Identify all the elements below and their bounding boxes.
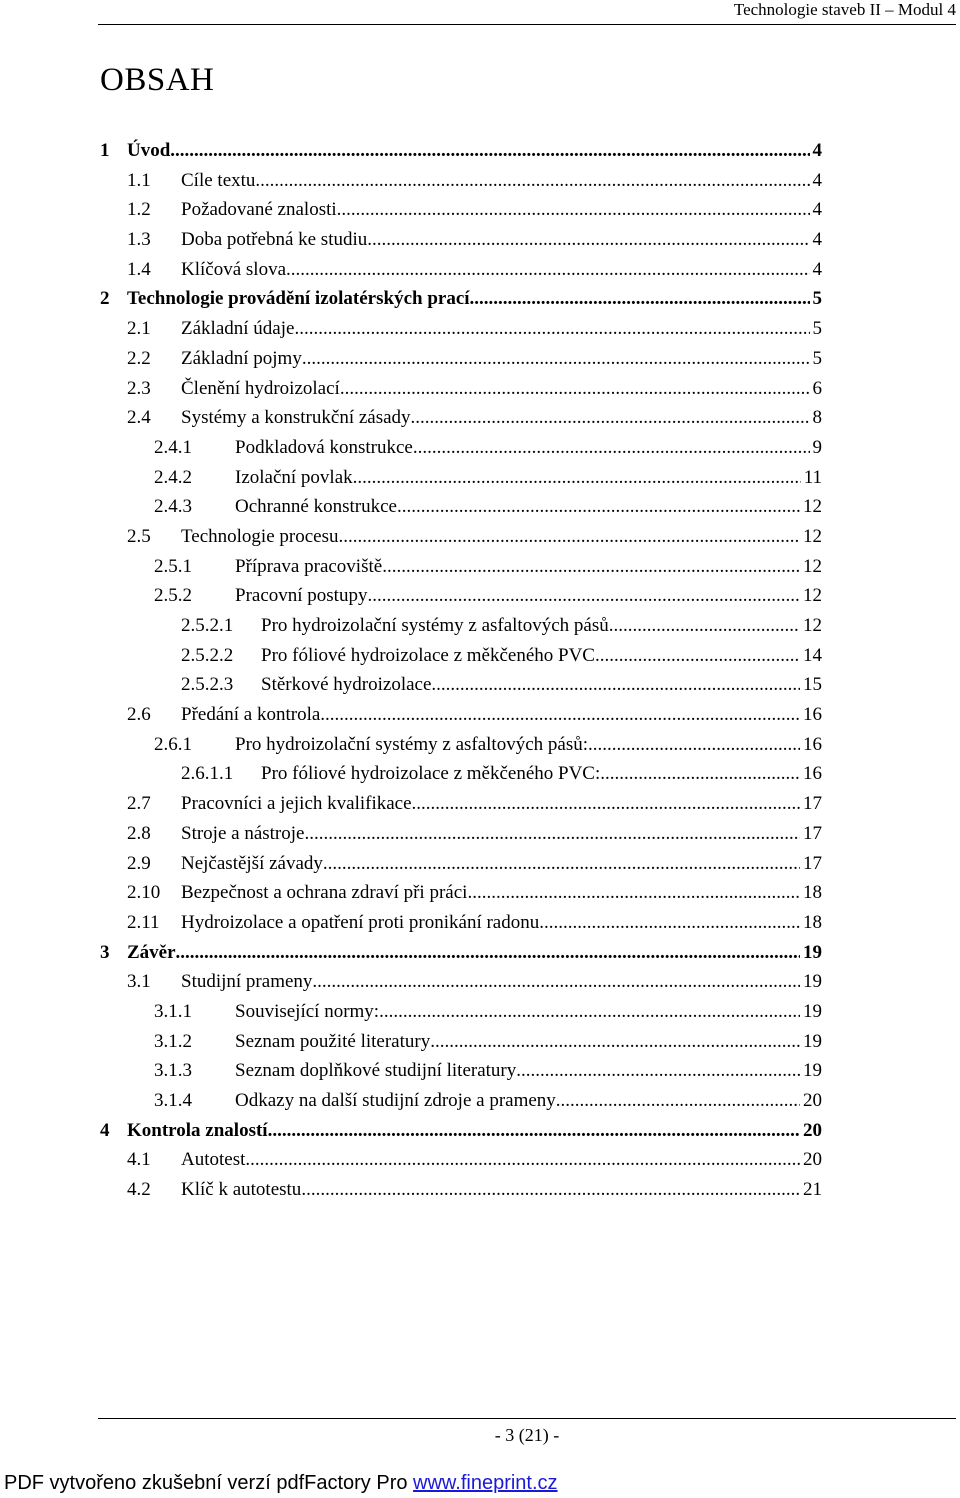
dot-leader [539, 908, 800, 938]
toc-entry-page: 12 [803, 496, 822, 518]
toc-entry-leader [181, 967, 800, 997]
dot-leader [286, 255, 809, 285]
toc-entry-title: Klíčová slova [181, 258, 287, 280]
toc-entry-leader [261, 759, 800, 789]
dot-leader [600, 759, 800, 789]
toc-entry[interactable] [0, 611, 960, 641]
toc-entry-leader [181, 195, 810, 225]
toc-entry-leader [181, 878, 800, 908]
toc-entry-leader [181, 819, 800, 849]
toc-entry-number: 2.5 [127, 525, 151, 547]
toc-entry[interactable] [0, 670, 960, 700]
toc-entry-page: 17 [803, 822, 822, 844]
toc-entry-title: Cíle textu [181, 169, 256, 191]
toc-entry-page: 18 [803, 911, 822, 933]
toc-entry-leader [235, 997, 800, 1027]
toc-entry[interactable] [0, 1056, 960, 1086]
dot-leader [340, 374, 810, 404]
toc-entry-leader [127, 136, 810, 166]
dot-leader [470, 284, 810, 314]
dot-leader [595, 641, 800, 671]
toc-entry-page: 16 [803, 733, 822, 755]
toc-entry-number: 4 [100, 1119, 110, 1141]
toc-entry-number: 3.1.2 [154, 1030, 192, 1052]
toc-entry-leader [127, 284, 810, 314]
toc-entry-page: 12 [803, 525, 822, 547]
dot-leader [320, 700, 800, 730]
toc-entry-number: 2.6 [127, 704, 151, 726]
toc-entry-title: Závěr [127, 941, 176, 963]
toc-entry[interactable] [0, 849, 960, 879]
toc-entry-number: 3.1.1 [154, 1000, 192, 1022]
toc-entry-leader [181, 225, 810, 255]
toc-entry-title: Úvod [127, 140, 171, 161]
toc-entry-page: 5 [812, 288, 822, 310]
dot-leader [245, 1145, 800, 1175]
toc-entry[interactable] [0, 789, 960, 819]
dot-leader [338, 522, 800, 552]
toc-entry-title: Předání a kontrola [181, 704, 321, 726]
banner-text: PDF vytvořeno zkušební verzí pdfFactory Pro [4, 1472, 414, 1494]
toc-entry-page: 11 [803, 466, 822, 488]
toc-entry-leader [235, 433, 810, 463]
page-number: - 3 (21) - [494, 1425, 560, 1445]
dot-leader [301, 1175, 800, 1205]
toc-entry-number: 1.4 [127, 258, 151, 280]
page-title: OBSAH [100, 62, 215, 98]
toc-entry[interactable] [0, 581, 960, 611]
toc-entry-leader [181, 314, 810, 344]
toc-entry-number: 1.1 [127, 169, 151, 191]
toc-entry-page: 5 [812, 347, 822, 369]
toc-entry-leader [181, 166, 810, 196]
toc-entry-number: 2.5.2.1 [181, 615, 234, 636]
toc-entry[interactable] [0, 522, 960, 552]
dot-leader [367, 581, 800, 611]
toc-entry-title: Bezpečnost a ochrana zdraví při práci [181, 882, 468, 904]
toc-entry[interactable] [0, 730, 960, 760]
toc-entry-number: 2.1 [127, 318, 151, 340]
toc-entry-number: 2.6.1 [154, 733, 192, 755]
toc-entry-number: 1 [100, 140, 110, 161]
toc-entry[interactable] [0, 344, 960, 374]
pdf-banner [0, 1470, 960, 1498]
toc-entry[interactable] [0, 819, 960, 849]
toc-entry-leader [181, 374, 810, 404]
toc-entry-title: Pro hydroizolační systémy z asfaltových pásů: [235, 733, 589, 755]
toc-entry-number: 1.2 [127, 199, 151, 221]
toc-entry-number: 1.3 [127, 229, 151, 251]
toc-entry-number: 2.9 [127, 852, 151, 874]
toc-entry-title: Ochranné konstrukce [235, 496, 397, 518]
toc-entry-page: 12 [803, 555, 822, 577]
toc-entry-leader [181, 1145, 800, 1175]
toc-entry-page: 20 [803, 1149, 822, 1171]
dot-leader [367, 225, 809, 255]
toc-entry-title: Stroje a nástroje [181, 822, 305, 844]
toc-entry[interactable] [0, 284, 960, 314]
toc-entry-title: Pracovníci a jejich kvalifikace [181, 793, 412, 815]
header-title: Technologie staveb II – Modul 4 [733, 0, 956, 19]
toc-entry-number: 2.2 [127, 347, 151, 369]
toc-entry-number: 2.5.2.3 [181, 674, 234, 696]
toc-entry-leader [181, 403, 810, 433]
toc-entry-page: 16 [803, 704, 822, 726]
toc-entry-page: 6 [812, 377, 822, 399]
toc-entry-page: 4 [812, 140, 822, 161]
toc-entry-leader [181, 1175, 800, 1205]
toc-entry-number: 3 [100, 941, 110, 963]
dot-leader [176, 938, 800, 968]
dot-leader [379, 997, 800, 1027]
toc-entry-title: Seznam doplňkové studijní literatury [235, 1060, 517, 1082]
toc-entry[interactable] [0, 641, 960, 671]
dot-leader [312, 967, 800, 997]
dot-leader [268, 1116, 800, 1146]
toc-entry-title: Pro fóliové hydroizolace z měkčeného PVC: [261, 763, 601, 785]
toc-entry-leader [235, 1027, 800, 1057]
toc-entry-page: 19 [803, 1030, 822, 1052]
toc-entry-title: Pracovní postupy [235, 585, 368, 607]
toc-entry-leader [181, 255, 810, 285]
toc-entry-title: Systémy a konstrukční zásady [181, 407, 411, 429]
toc-entry-number: 2 [100, 288, 110, 310]
toc-entry-page: 19 [803, 941, 822, 963]
toc-entry[interactable] [0, 255, 960, 285]
toc-entry-leader [181, 908, 800, 938]
dot-leader [431, 670, 800, 700]
toc-entry-page: 9 [812, 436, 822, 458]
toc-entry-title: Základní údaje [181, 318, 295, 340]
table-of-contents [0, 136, 960, 1205]
toc-entry-title: Nejčastější závady [181, 852, 323, 874]
toc-entry-title: Doba potřebná ke studiu [181, 229, 368, 251]
toc-entry[interactable] [0, 552, 960, 582]
toc-entry-number: 2.11 [127, 911, 160, 933]
toc-entry-leader [181, 344, 810, 374]
toc-entry-number: 4.1 [127, 1149, 151, 1171]
toc-entry[interactable] [0, 938, 960, 968]
dot-leader [304, 819, 800, 849]
dot-leader [412, 789, 800, 819]
dot-leader [323, 849, 800, 879]
dot-leader [411, 403, 810, 433]
toc-entry[interactable] [0, 136, 960, 166]
toc-entry-page: 19 [803, 1060, 822, 1082]
toc-entry-number: 2.5.2 [154, 585, 192, 607]
toc-entry-title: Technologie procesu [181, 525, 339, 547]
toc-entry[interactable] [0, 1116, 960, 1146]
toc-entry-number: 2.4 [127, 407, 151, 429]
toc-entry-number: 2.5.1 [154, 555, 192, 577]
toc-entry[interactable] [0, 225, 960, 255]
toc-entry-title: Stěrkové hydroizolace [261, 674, 432, 696]
toc-entry-title: Kontrola znalostí [127, 1119, 268, 1141]
toc-entry-page: 4 [812, 229, 822, 251]
toc-entry-title: Požadované znalosti [181, 199, 337, 221]
toc-entry-number: 2.5.2.2 [181, 644, 234, 666]
dot-leader [609, 611, 800, 641]
toc-entry[interactable] [0, 195, 960, 225]
toc-entry-page: 14 [803, 644, 822, 666]
dot-leader [467, 878, 800, 908]
toc-entry[interactable] [0, 314, 960, 344]
dot-leader [516, 1056, 800, 1086]
toc-entry[interactable] [0, 492, 960, 522]
toc-entry[interactable] [0, 759, 960, 789]
toc-entry-title: Studijní prameny [181, 971, 313, 993]
dot-leader [294, 314, 809, 344]
toc-entry[interactable] [0, 463, 960, 493]
toc-entry-leader [127, 1116, 800, 1146]
dot-leader [170, 136, 809, 166]
dot-leader [430, 1027, 800, 1057]
toc-entry-number: 3.1.3 [154, 1060, 192, 1082]
toc-entry[interactable] [0, 1145, 960, 1175]
toc-entry-number: 2.4.3 [154, 496, 192, 518]
dot-leader [337, 195, 810, 225]
toc-entry-leader [235, 463, 801, 493]
toc-entry-page: 17 [803, 852, 822, 874]
running-header [98, 0, 956, 25]
toc-entry-title: Odkazy na další studijní zdroje a prameny [235, 1090, 556, 1111]
toc-entry-leader [261, 670, 800, 700]
toc-entry-leader [235, 492, 800, 522]
toc-entry[interactable] [0, 967, 960, 997]
toc-entry-number: 2.4.2 [154, 466, 192, 488]
toc-entry-leader [181, 789, 800, 819]
toc-entry-page: 12 [803, 585, 822, 607]
toc-entry-title: Hydroizolace a opatření proti pronikání radonu [181, 911, 540, 933]
toc-entry-title: Technologie provádění izolatérských prací [127, 288, 470, 310]
dot-leader [302, 344, 810, 374]
dot-leader [588, 730, 800, 760]
dot-leader [353, 463, 801, 493]
toc-entry-title: Izolační povlak [235, 466, 353, 488]
dot-leader [382, 552, 800, 582]
toc-entry-page: 20 [803, 1090, 822, 1111]
toc-entry-title: Příprava pracoviště [235, 555, 383, 577]
toc-entry-page: 5 [812, 318, 822, 340]
toc-entry-leader [235, 581, 800, 611]
dot-leader [413, 433, 810, 463]
toc-entry-title: Členění hydroizolací [181, 377, 340, 399]
toc-entry-page: 12 [803, 615, 822, 636]
toc-entry-title: Související normy: [235, 1000, 380, 1022]
toc-entry[interactable] [0, 700, 960, 730]
toc-entry-number: 2.10 [127, 882, 161, 904]
toc-entry-leader [127, 938, 800, 968]
toc-entry-title: Autotest [181, 1149, 246, 1171]
toc-entry-number: 2.4.1 [154, 436, 192, 458]
dot-leader [397, 492, 800, 522]
toc-entry-number: 2.8 [127, 822, 151, 844]
toc-entry-leader [181, 522, 800, 552]
toc-entry[interactable] [0, 433, 960, 463]
toc-entry-page: 16 [803, 763, 822, 785]
toc-entry-number: 2.6.1.1 [181, 763, 234, 785]
toc-entry-leader [261, 611, 800, 641]
toc-entry-page: 4 [812, 258, 822, 280]
toc-entry-title: Podkladová konstrukce [235, 436, 413, 458]
toc-entry-page: 19 [803, 971, 822, 993]
toc-entry-title: Klíč k autotestu [181, 1179, 302, 1201]
toc-entry[interactable] [0, 403, 960, 433]
toc-entry[interactable] [0, 374, 960, 404]
toc-entry-page: 21 [803, 1179, 822, 1201]
toc-entry-leader [181, 849, 800, 879]
toc-entry-page: 18 [803, 882, 822, 904]
toc-entry-number: 2.3 [127, 377, 151, 399]
toc-entry-page: 17 [803, 793, 822, 815]
toc-entry-page: 8 [812, 407, 822, 429]
toc-entry-page: 20 [803, 1119, 822, 1141]
dot-leader [556, 1086, 800, 1116]
toc-entry-page: 15 [803, 674, 822, 696]
toc-entry[interactable] [0, 878, 960, 908]
dot-leader [255, 166, 809, 196]
banner-link[interactable]: www.fineprint.cz [413, 1472, 558, 1494]
toc-entry-leader [235, 1056, 800, 1086]
toc-entry-title: Pro hydroizolační systémy z asfaltových pásů [261, 615, 609, 636]
toc-entry[interactable] [0, 908, 960, 938]
toc-entry-number: 2.7 [127, 793, 151, 815]
toc-entry[interactable] [0, 1086, 960, 1116]
toc-entry-title: Pro fóliové hydroizolace z měkčeného PVC [261, 644, 595, 666]
toc-entry[interactable] [0, 997, 960, 1027]
toc-entry-page: 4 [812, 199, 822, 221]
toc-entry-number: 4.2 [127, 1179, 151, 1201]
toc-entry-title: Základní pojmy [181, 347, 302, 369]
toc-entry-leader [235, 1086, 800, 1116]
toc-entry[interactable] [0, 1175, 960, 1205]
toc-entry[interactable] [0, 1027, 960, 1057]
toc-entry[interactable] [0, 166, 960, 196]
footer-divider [98, 1418, 956, 1419]
toc-entry-leader [261, 641, 800, 671]
toc-entry-number: 3.1.4 [154, 1090, 192, 1111]
toc-entry-leader [235, 730, 800, 760]
toc-entry-page: 19 [803, 1000, 822, 1022]
toc-entry-leader [181, 700, 800, 730]
toc-entry-leader [235, 552, 800, 582]
toc-entry-number: 3.1 [127, 971, 151, 993]
toc-entry-page: 4 [812, 169, 822, 191]
toc-entry-title: Seznam použité literatury [235, 1030, 431, 1052]
